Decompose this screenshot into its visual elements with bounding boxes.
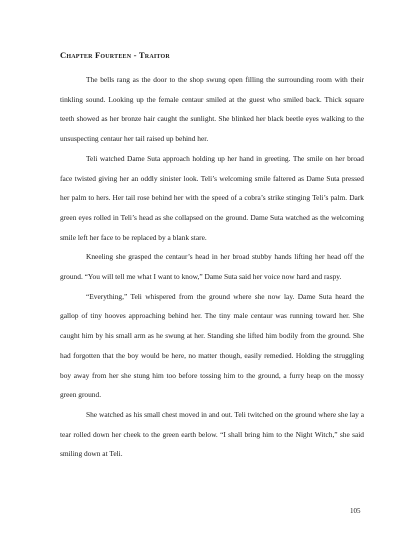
paragraph: She watched as his small chest moved in and out. Teli twitched on the ground where she lay a tear rolled down her cheek to the green earth below. “I shall bring him to the Night Witch,” she said smiling down at Teli.: [60, 409, 364, 459]
chapter-heading: Chapter Fourteen - Traitor: [60, 50, 170, 60]
paragraph: Kneeling she grasped the centaur’s head in her broad stubby hands lifting her head off the ground. “You will tell me what I want to know,” Dame Suta said her voice now hard and raspy.: [60, 252, 364, 282]
paragraph: Teli watched Dame Suta approach holding up her hand in greeting. The smile on her broad face twisted giving her an oddly sinister look. Teli’s welcoming smile faltered as Dame Suta pressed her palm to hers. Her tail rose behind her with the speed of a cobra’s strike stinging Teli’s palm. Dark green eyes rolled in Teli’s head as she collapsed on the ground. Dame Suta watched as the welcoming smile left her face to be replaced by a blank stare.: [60, 153, 364, 242]
page-number: 105: [350, 507, 361, 515]
chapter-body: [60, 70, 364, 464]
paragraph: “Everything,” Teli whispered from the ground where she now lay. Dame Suta heard the gallop of tiny hooves approaching behind her. The tiny male centaur was running toward her. She caught him by his small arm as he swung at her. Standing she lifted him bodily from the ground. She had forgotten that the boy would be here, no matter though, easily remedied. Holding the struggling boy away from her she stung him too before tossing him to the ground, a furry heap on the mossy green ground.: [60, 291, 364, 400]
paragraph: The bells rang as the door to the shop swung open filling the surrounding room with their tinkling sound. Looking up the female centaur smiled at the guest who smiled back. Thick square teeth showed as her bronze hair caught the sunlight. She blinked her black beetle eyes walking to the unsuspecting centaur her tail raised up behind her.: [60, 75, 364, 144]
